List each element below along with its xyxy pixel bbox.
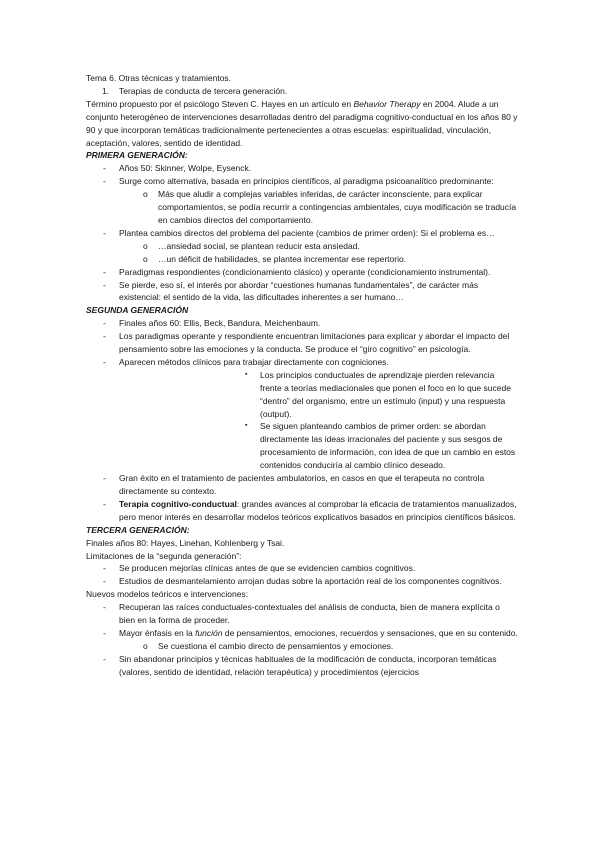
list-item xyxy=(86,627,518,640)
paragraph-line: Nuevos modelos teóricos e intervenciones: xyxy=(86,589,249,600)
intro-text-end: en 2004. Alude a un conjunto heterogéneo de intervenciones desarrolladas dentro del paradigma cognitivo-conductual en los años 80 y 90 y que incorporan temáticas tradicionalmente pertenecientes a otras escuelas: espiritualidad, vinculación, aceptación, valores, sentido de identidad. xyxy=(86,98,518,148)
dash-bullet: - xyxy=(103,473,106,484)
list-item-text: Paradigmas respondientes (condicionamiento clásico) y operante (condicionamiento instrumental). xyxy=(119,266,491,277)
paragraph-line: Limitaciones de la “segunda generación”: xyxy=(86,550,242,561)
sub-list-item-text: Se siguen planteando cambios de primer orden: se abordan directamente las ideas irracionales del paciente y sus sesgos de procesamiento de información, con idea de que un cambio en estos contenidos conduciría al cambio clínico deseado. xyxy=(260,421,516,471)
list-item-text: Plantea cambios directos del problema del paciente (cambios de primer orden): Si el problema es… xyxy=(119,227,495,238)
section-heading-segunda: SEGUNDA GENERACIÓN xyxy=(86,305,189,316)
list-item-text: Estudios de desmantelamiento arrojan dudas sobre la aportación real de los componentes cognitivos. xyxy=(119,576,502,587)
list-item xyxy=(86,498,518,524)
list-item-text: Aparecen métodos clínicos para trabajar directamente con cogniciones. xyxy=(119,356,389,367)
sub-list-item-text: …un déficit de habilidades, se plantea incrementar ese repertorio. xyxy=(158,253,407,264)
list-item xyxy=(86,317,518,330)
list-item-text xyxy=(119,499,517,522)
dash-bullet: - xyxy=(103,602,106,613)
list-item-text: Años 50: Skinner, Wolpe, Eysenck. xyxy=(119,163,252,174)
square-bullet: ▪ xyxy=(245,370,248,378)
sub-list-item xyxy=(86,253,518,266)
dash-bullet: - xyxy=(103,498,106,509)
list-item xyxy=(86,266,518,279)
list-item xyxy=(86,330,518,356)
sub-list-item xyxy=(86,420,518,472)
list-item-text: Surge como alternativa, basada en principios científicos, al paradigma psicoanalítico predominante: xyxy=(119,176,494,187)
sub-list-item-text: …ansiedad social, se plantean reducir esta ansiedad. xyxy=(158,240,360,251)
square-bullet: ▪ xyxy=(245,422,248,430)
dash-bullet: - xyxy=(103,279,106,290)
sub-list-item-text: Los principios conductuales de aprendizaje pierden relevancia frente a teorías mediacionales que ponen el foco en lo que sucede “dentro” del organismo, entre un estímulo (input) y una respuesta (output). xyxy=(260,369,511,419)
circle-bullet: o xyxy=(143,640,148,651)
circle-bullet: o xyxy=(143,240,148,251)
numbered-heading-text: Terapias de conducta de tercera generación. xyxy=(119,85,288,96)
list-item xyxy=(86,472,518,498)
dash-bullet: - xyxy=(103,627,106,638)
topic-title: Tema 6. Otras técnicas y tratamientos. xyxy=(86,73,232,83)
list-item xyxy=(86,227,518,240)
sub-list-item xyxy=(86,188,518,227)
dash-bullet: - xyxy=(103,227,106,238)
sub-list-item xyxy=(86,369,518,421)
text-part: Mayor énfasis en la xyxy=(119,627,196,638)
list-item-text: Recuperan las raíces conductuales-contextuales del análisis de conducta, bien de manera explícita o bien en la forma de proceder. xyxy=(119,602,500,626)
list-item-text: Los paradigmas operante y respondiente encuentran limitaciones para explicar y abordar el impacto del pensamiento sobre las emociones y la conducta. Se produce el “giro cognitivo” en psicología. xyxy=(119,331,510,355)
list-item xyxy=(86,175,518,188)
list-item xyxy=(86,356,518,369)
text-part: de pensamientos, emociones, recuerdos y sensaciones, que en su contenido. xyxy=(222,627,518,638)
dash-bullet: - xyxy=(103,163,106,174)
dash-bullet: - xyxy=(103,331,106,342)
paragraph-line: Finales años 80: Hayes, Linehan, Kohlenberg y Tsai. xyxy=(86,537,285,548)
intro-text-start: Término propuesto por el psicólogo Steven C. Hayes en un artículo en xyxy=(86,98,354,109)
list-item xyxy=(86,653,518,679)
list-item xyxy=(86,279,518,305)
emphasis-text: función xyxy=(195,627,223,638)
list-item-text: Sin abandonar principios y técnicas habituales de la modificación de conducta, incorporan temáticas (valores, sentido de identidad, relación terapéutica) y procedimientos (ejercicios xyxy=(119,653,497,677)
dash-bullet: - xyxy=(103,576,106,587)
sub-list-item-text: Más que aludir a complejas variables inferidas, de carácter inconsciente, para explicar comportamientos, se podía recurrir a contingencias ambientales, cuya modificación se traducía en cambios directos del comportamiento. xyxy=(158,189,517,225)
list-item xyxy=(86,575,518,588)
list-item xyxy=(86,601,518,627)
list-item-text: Se producen mejorías clínicas antes de que se evidencien cambios cognitivos. xyxy=(119,563,416,574)
numbered-heading xyxy=(86,85,518,98)
sub-list-item xyxy=(86,240,518,253)
list-item-text: Gran éxito en el tratamiento de pacientes ambulatorios, en casos en que el terapeuta no controla directamente su contexto. xyxy=(119,473,485,496)
list-item-text: Finales años 60: Ellis, Beck, Bandura, Meichenbaum. xyxy=(119,318,321,329)
list-item xyxy=(86,162,518,175)
list-item-text: Se pierde, eso sí, el interés por abordar “cuestiones humanas fundamentales”, de carácter más existencial: el sentido de la vida, las dificultades inherentes a ser humano… xyxy=(119,279,479,303)
sub-list-item xyxy=(86,640,518,653)
document-body xyxy=(86,72,518,679)
list-item-text xyxy=(119,628,518,638)
intro-paragraph xyxy=(86,98,518,150)
sub-list-item-text: Se cuestiona el cambio directo de pensamientos y emociones. xyxy=(158,640,394,651)
dash-bullet: - xyxy=(103,176,106,187)
intro-journal-name: Behavior Therapy xyxy=(353,98,421,109)
list-number: 1. xyxy=(102,85,110,96)
circle-bullet: o xyxy=(143,189,148,200)
section-heading-tercera: TERCERA GENERACIÓN: xyxy=(86,524,190,535)
dash-bullet: - xyxy=(103,266,106,277)
term-description: : grandes avances al comprobar la eficacia de tratamientos manualizados, pero menor interés en desarrollar modelos teóricos explicativos basados en principios científicos básicos. xyxy=(119,498,517,522)
section-heading-primera: PRIMERA GENERACIÓN: xyxy=(86,150,188,161)
list-item xyxy=(86,562,518,575)
dash-bullet: - xyxy=(103,318,106,329)
dash-bullet: - xyxy=(103,356,106,367)
dash-bullet: - xyxy=(103,653,106,664)
circle-bullet: o xyxy=(143,253,148,264)
dash-bullet: - xyxy=(103,563,106,574)
term-bold: Terapia cognitivo-conductual xyxy=(119,498,237,509)
